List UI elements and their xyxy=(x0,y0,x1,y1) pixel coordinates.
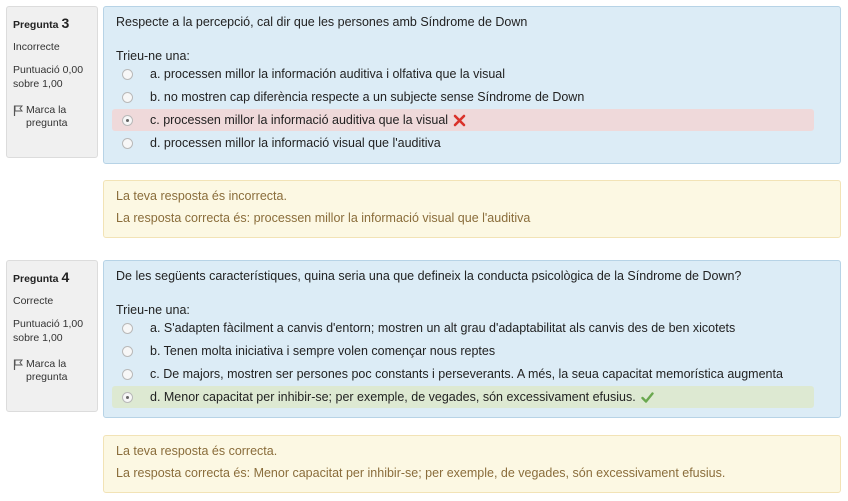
radio-button-selected[interactable] xyxy=(122,115,133,126)
green-check-icon xyxy=(641,391,654,404)
question-outcome xyxy=(103,435,841,493)
answer-prompt: Trieu-ne una: xyxy=(116,49,190,63)
answer-label: c. De majors, mostren ser persones poc constants i perseverants. A més, la seua capacitat memorística augmenta xyxy=(150,367,783,381)
flag-icon xyxy=(13,105,23,116)
answer-label: a. processen millor la información auditiva i olfativa que la visual xyxy=(150,67,506,81)
flag-label-line-2: pregunta xyxy=(26,117,68,130)
question-text: Respecte a la percepció, cal dir que les persones amb Síndrome de Down xyxy=(116,15,528,29)
question-info-panel xyxy=(6,6,98,158)
question-outcome xyxy=(103,180,841,238)
red-x-icon xyxy=(453,114,466,127)
answer-label: d. Menor capacitat per inhibir-se; per exemple, de vegades, són excessivament efusius. xyxy=(150,390,636,404)
answer-option-c[interactable] xyxy=(112,109,814,131)
answer-option-a[interactable] xyxy=(112,317,814,339)
answer-option-d[interactable] xyxy=(112,386,814,408)
question-number xyxy=(13,14,91,33)
question-grade xyxy=(13,318,91,345)
answer-option-b[interactable] xyxy=(112,86,814,108)
flag-label-line-1: Marca la xyxy=(26,103,67,116)
answer-option-a[interactable] xyxy=(112,63,814,85)
answer-option-d[interactable] xyxy=(112,132,814,154)
answer-label: b. no mostren cap diferència respecte a un subjecte sense Síndrome de Down xyxy=(150,90,585,104)
flag-icon xyxy=(13,359,23,370)
question-grade xyxy=(13,64,91,91)
right-answer-text: La resposta correcta és: processen millor la informació visual que l'auditiva xyxy=(116,211,531,225)
right-answer-text: La resposta correcta és: Menor capacitat per inhibir-se; per exemple, de vegades, són excessivament efusius. xyxy=(116,466,726,480)
question-formulation xyxy=(103,6,841,164)
answer-label: c. processen millor la informació auditiva que la visual xyxy=(150,113,449,127)
radio-button[interactable] xyxy=(122,138,133,149)
question-state: Incorrecte xyxy=(13,40,60,53)
grade-line-1: Puntuació 1,00 xyxy=(13,318,84,331)
radio-button[interactable] xyxy=(122,369,133,380)
flag-label-line-2: pregunta xyxy=(26,371,68,384)
answer-label: d. processen millor la informació visual que l'auditiva xyxy=(150,136,441,150)
feedback-text: La teva resposta és correcta. xyxy=(116,444,278,458)
question-formulation xyxy=(103,260,841,418)
answer-label: b. Tenen molta iniciativa i sempre volen començar nous reptes xyxy=(150,344,496,358)
grade-line-2: sobre 1,00 xyxy=(13,77,63,90)
flag-label-line-1: Marca la xyxy=(26,357,67,370)
grade-line-2: sobre 1,00 xyxy=(13,331,63,344)
question-number-prefix: Pregunta xyxy=(13,19,59,31)
radio-button[interactable] xyxy=(122,69,133,80)
feedback-text: La teva resposta és incorrecta. xyxy=(116,189,287,203)
question-text: De les següents característiques, quina seria una que defineix la conducta psicològica de la Síndrome de Down? xyxy=(116,269,742,283)
flag-question-button[interactable] xyxy=(13,104,91,131)
radio-button[interactable] xyxy=(122,92,133,103)
flag-question-button[interactable] xyxy=(13,358,91,385)
question-number-prefix: Pregunta xyxy=(13,273,59,285)
answer-option-b[interactable] xyxy=(112,340,814,362)
grade-line-1: Puntuació 0,00 xyxy=(13,64,84,77)
answer-option-c[interactable] xyxy=(112,363,814,385)
answer-label: a. S'adapten fàcilment a canvis d'entorn; mostren un alt grau d'adaptabilitat als canvis des de ben xicotets xyxy=(150,321,736,335)
question-info-panel xyxy=(6,260,98,412)
radio-button[interactable] xyxy=(122,346,133,357)
radio-button[interactable] xyxy=(122,323,133,334)
question-number-value: 4 xyxy=(61,269,70,285)
radio-button-selected[interactable] xyxy=(122,392,133,403)
question-number-value: 3 xyxy=(61,15,70,31)
answer-prompt: Trieu-ne una: xyxy=(116,303,190,317)
question-state: Correcte xyxy=(13,294,54,307)
question-number xyxy=(13,268,91,287)
